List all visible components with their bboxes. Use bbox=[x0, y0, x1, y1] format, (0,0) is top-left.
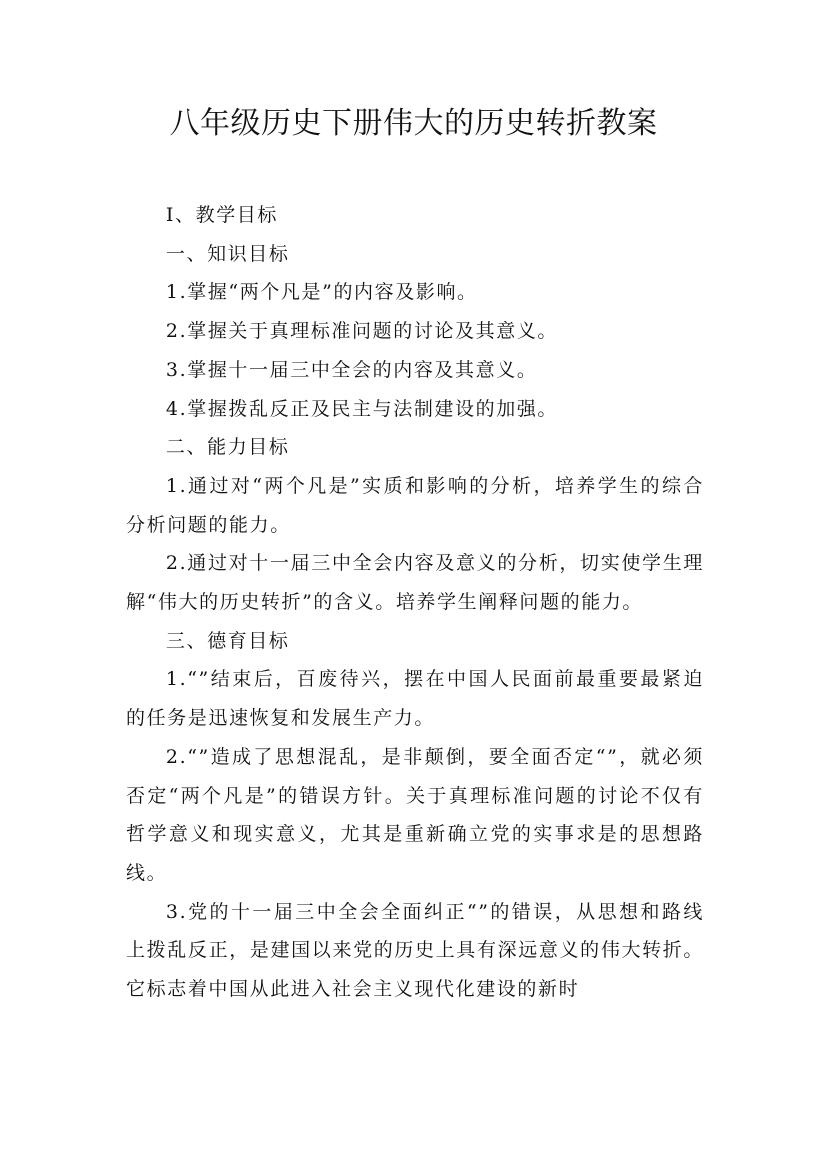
moral-goal-3: 3.党的十一届三中全会全面纠正“”的错误，从思想和路线上拨乱反正，是建国以来党的历史上具有深远意义的伟大转折。它标志着中国从此进入社会主义现代化建设的新时 bbox=[126, 900, 704, 1001]
knowledge-goal-3: 3.掌握十一届三中全会的内容及其意义。 bbox=[165, 358, 538, 381]
ability-goal-2: 2.通过对十一届三中全会内容及意义的分析，切实使学生理解“伟大的历史转折”的含义。培养学生阐释问题的能力。 bbox=[126, 552, 704, 614]
subsection-heading-ability-goals: 二、能力目标 bbox=[165, 436, 290, 459]
document-title: 八年级历史下册伟大的历史转折教案 bbox=[169, 106, 658, 141]
knowledge-goal-2: 2.掌握关于真理标准问题的讨论及其意义。 bbox=[165, 320, 559, 343]
moral-goal-1: 1.“”结束后，百废待兴，摆在中国人民面前最重要最紧迫的任务是迅速恢复和发展生产力。 bbox=[126, 668, 704, 730]
moral-goal-2: 2.“”造成了思想混乱，是非颠倒，要全面否定“”，就必须否定“两个凡是”的错误方针。关于真理标准问题的讨论不仅有哲学意义和现实意义，尤其是重新确立党的实事求是的思想路线。 bbox=[126, 745, 704, 884]
knowledge-goal-1: 1.掌握“两个凡是”的内容及影响。 bbox=[165, 281, 478, 304]
subsection-heading-knowledge-goals: 一、知识目标 bbox=[165, 242, 290, 265]
document-body bbox=[126, 196, 704, 1009]
section-heading-teaching-goals: Ⅰ、教学目标 bbox=[165, 204, 278, 226]
knowledge-goal-4: 4.掌握拨乱反正及民主与法制建设的加强。 bbox=[165, 397, 559, 420]
subsection-heading-moral-goals: 三、德育目标 bbox=[165, 629, 290, 652]
ability-goal-1: 1.通过对“两个凡是”实质和影响的分析，培养学生的综合分析问题的能力。 bbox=[126, 474, 704, 536]
